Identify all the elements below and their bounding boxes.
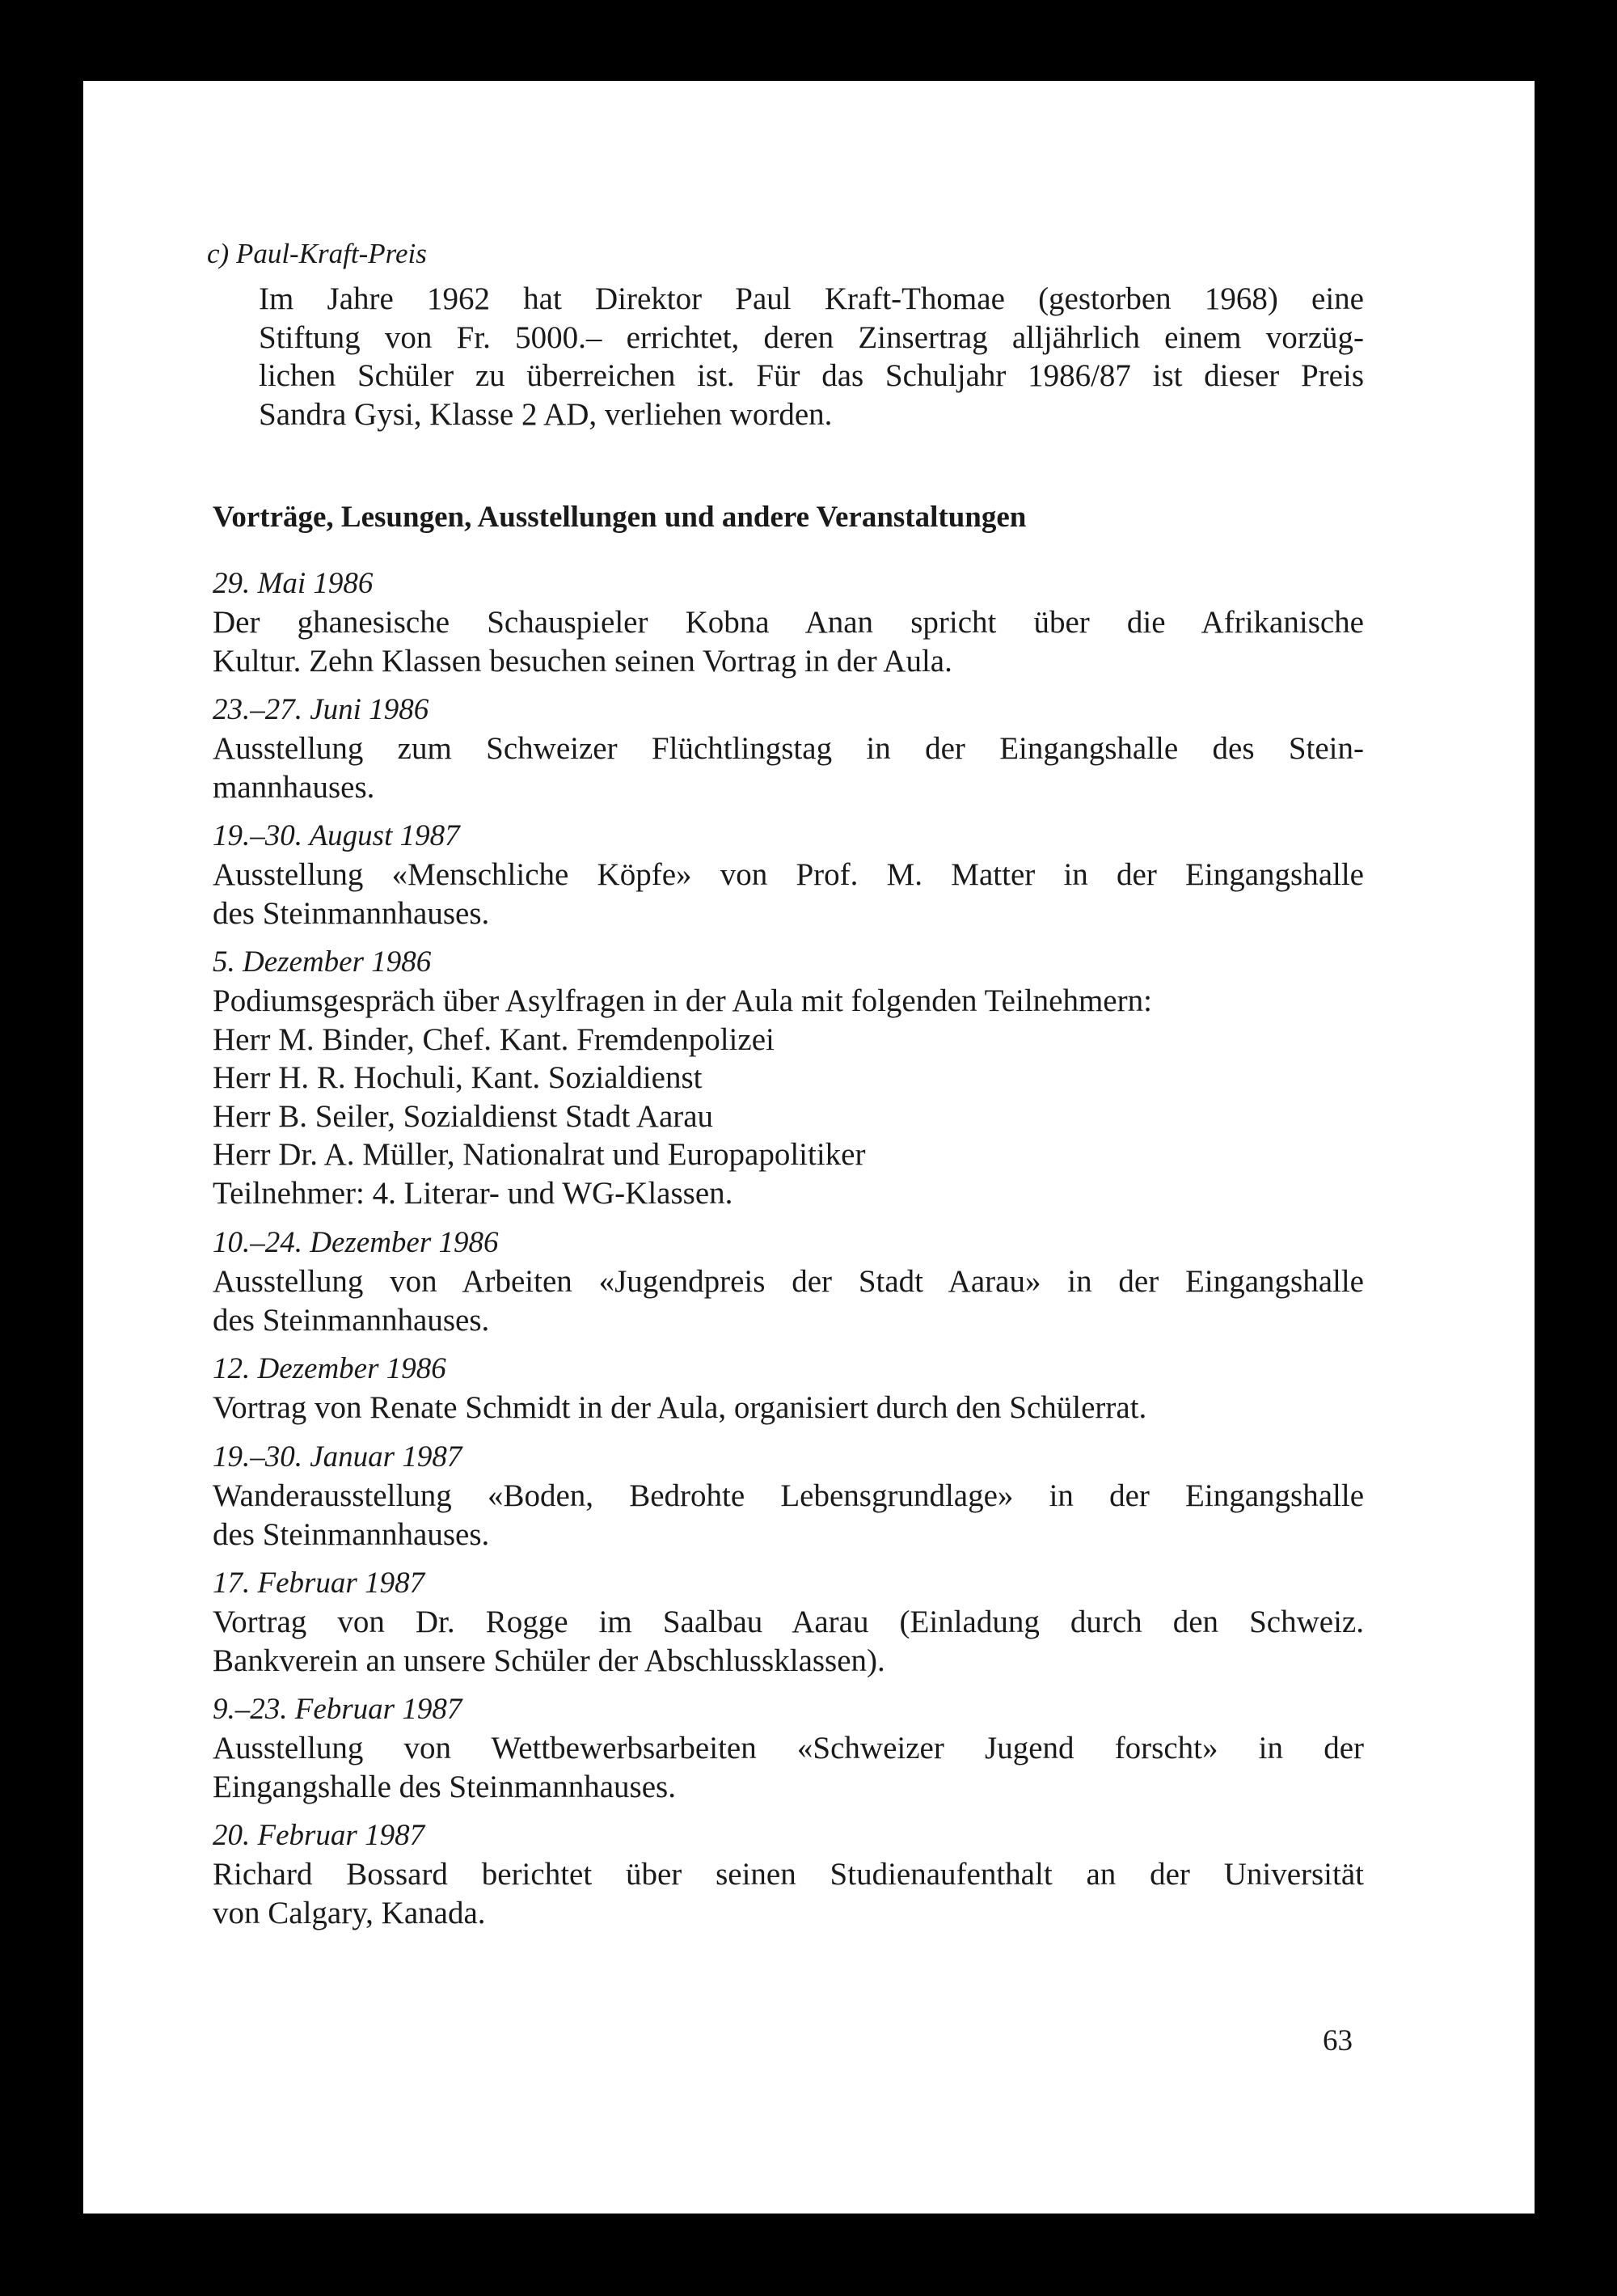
event-description [213,1603,1364,1680]
event-line: Herr Dr. A. Müller, Nationalrat und Europapolitiker [213,1137,866,1172]
event-line: Teilnehmer: 4. Literar- und WG-Klassen. [213,1175,733,1211]
event-description [213,1262,1364,1339]
event-line: Vortrag von Dr. Rogge im Saalbau Aarau (Einladung durch den Schweiz. [213,1605,1364,1639]
event-date: 5. Dezember 1986 [213,945,432,979]
event-date: 19.–30. Januar 1987 [213,1440,462,1474]
event-description [213,603,1364,680]
event-line: Ausstellung zum Schweizer Flüchtlingstag in der Eingangshalle des Stein- [213,731,1364,766]
event-line: Herr H. R. Hochuli, Kant. Sozialdienst [213,1060,703,1095]
event-line: Herr B. Seiler, Sozialdienst Stadt Aarau [213,1098,714,1134]
event-date: 9.–23. Februar 1987 [213,1693,462,1726]
event-description [213,982,1364,1212]
page-number: 63 [1323,2024,1353,2057]
prize-line: lichen Schüler zu überreichen ist. Für das Schuljahr 1986/87 ist dieser Preis [259,358,1364,393]
event-line: Wanderausstellung «Boden, Bedrohte Lebensgrundlage» in der Eingangshalle [213,1478,1364,1513]
event-line: Vortrag von Renate Schmidt in der Aula, organisiert durch den Schülerrat. [213,1390,1147,1425]
event-line: mannhauses. [213,769,375,805]
event-description [213,1477,1364,1554]
event-description [213,1729,1364,1806]
event-line: des Steinmannhauses. [213,895,490,931]
event-line: Richard Bossard berichtet über seinen Studienaufenthalt an der Universität [213,1857,1364,1892]
event-date: 23.–27. Juni 1986 [213,693,429,726]
prize-line: Stiftung von Fr. 5000.– errichtet, deren Zinsertrag alljährlich einem vorzüg- [259,319,1364,355]
document-page [83,81,1535,2214]
section-title: Vorträge, Lesungen, Ausstellungen und andere Veranstaltungen [213,501,1027,534]
event-line: Ausstellung von Wettbewerbsarbeiten «Schweizer Jugend forscht» in der [213,1731,1364,1765]
event-line: von Calgary, Kanada. [213,1895,486,1930]
event-line: des Steinmannhauses. [213,1516,490,1552]
event-description [213,1855,1364,1932]
event-line: Herr M. Binder, Chef. Kant. Fremdenpolizei [213,1021,775,1057]
event-line: Bankverein an unsere Schüler der Abschlussklassen). [213,1643,885,1678]
event-date: 19.–30. August 1987 [213,819,460,852]
event-line: Ausstellung «Menschliche Köpfe» von Prof. M. Matter in der Eingangshalle [213,857,1364,892]
event-line: Ausstellung von Arbeiten «Jugendpreis der Stadt Aarau» in der Eingangshalle [213,1264,1364,1299]
event-description [213,729,1364,806]
event-line: Eingangshalle des Steinmannhauses. [213,1769,676,1804]
prize-line: Im Jahre 1962 hat Direktor Paul Kraft-Thomae (gestorben 1968) eine [259,281,1364,316]
event-line: Podiumsgespräch über Asylfragen in der Aula mit folgenden Teilnehmern: [213,983,1152,1018]
prize-paragraph [259,280,1364,433]
event-date: 20. Februar 1987 [213,1819,425,1852]
event-description [213,1389,1364,1427]
event-line: Kultur. Zehn Klassen besuchen seinen Vortrag in der Aula. [213,643,952,679]
event-date: 10.–24. Dezember 1986 [213,1226,499,1259]
subsection-heading: c) Paul-Kraft-Preis [207,238,427,269]
event-line: des Steinmannhauses. [213,1302,490,1338]
event-line: Der ghanesische Schauspieler Kobna Anan spricht über die Afrikanische [213,605,1364,640]
event-date: 29. Mai 1986 [213,567,374,600]
prize-line: Sandra Gysi, Klasse 2 AD, verliehen worden. [259,396,833,432]
event-date: 12. Dezember 1986 [213,1352,446,1385]
event-description [213,856,1364,932]
event-date: 17. Februar 1987 [213,1567,425,1600]
